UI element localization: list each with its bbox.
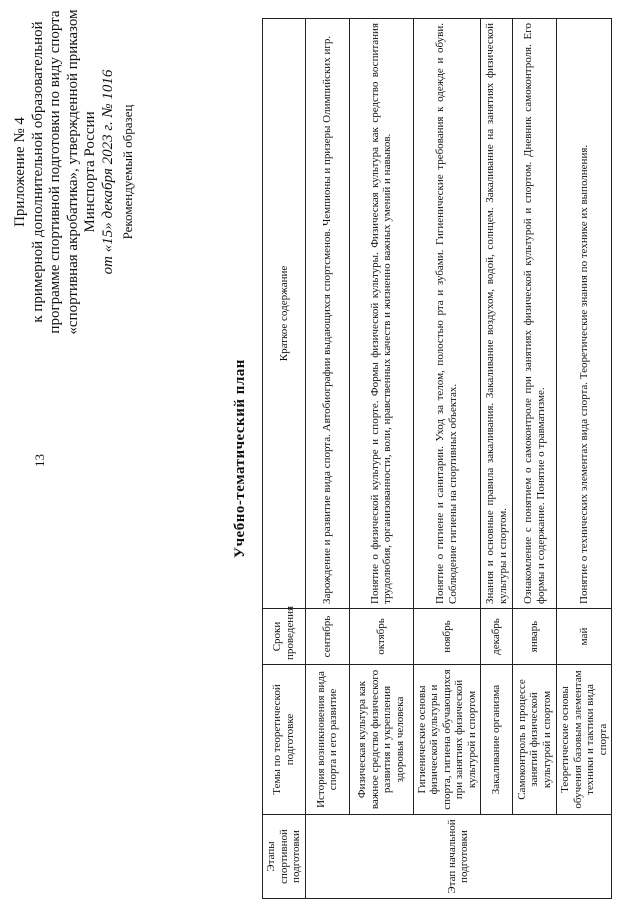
table-row — [349, 19, 413, 899]
appendix-header — [12, 7, 137, 337]
page-number: 13 — [32, 454, 47, 467]
topic-cell: История возникновения вида спорта и его развитие — [305, 665, 349, 815]
header-topic: Темы по теоретической подготовке — [263, 665, 306, 815]
plan-title: Учебно-тематический план — [232, 359, 248, 558]
stage-cell: Этап начальной подготовки — [305, 815, 612, 899]
topic-cell: Теоретические основы обучения базовым элементам техники и тактики вида спорта — [557, 665, 612, 815]
content-cell: Понятие о физической культуре и спорте. Формы физической культуры. Физическая культура как средство воспитания трудолюбия, организованности, воли, нравственных качеств и жизненно важных умений и навыков. — [349, 19, 413, 609]
term-cell: октябрь — [349, 609, 413, 665]
content-cell: Зарождение и развитие вида спорта. Автобиографии выдающихся спортсменов. Чемпионы и призеры Олимпийских игр. — [305, 19, 349, 609]
plan-table — [262, 18, 612, 899]
table-header-row — [263, 19, 306, 899]
term-cell: май — [557, 609, 612, 665]
header-stage: Этапы спортивной подготовки — [263, 815, 306, 899]
header-line-3: «спортивная акробатика», утвержденной приказом — [64, 9, 81, 335]
term-cell: январь — [513, 609, 557, 665]
table-row — [481, 19, 513, 899]
content-cell: Знания и основные правила закаливания. Закаливание воздухом, водой, солнцем. Закаливание на занятиях физической культуры и спортом. — [481, 19, 513, 609]
content-cell: Ознакомление с понятием о самоконтроле при занятиях физической культурой и спортом. Дневник самоконтроля. Его формы и содержание. Понятие о травматизме. — [513, 19, 557, 609]
content-cell: Понятие о технических элементах вида спорта. Теоретические знания по технике их выполнения. — [557, 19, 612, 609]
header-line-2: программе спортивной подготовки по виду спорта — [47, 10, 63, 334]
header-line-1: к примерной дополнительной образовательной — [29, 21, 46, 323]
appendix-number: Приложение № 4 — [12, 117, 28, 227]
table-row — [413, 19, 481, 899]
header-term: Сроки проведения — [263, 609, 306, 665]
topic-cell: Закаливание организма — [481, 665, 513, 815]
term-cell: сентябрь — [305, 609, 349, 665]
topic-cell: Физическая культура как важное средство физического развития и укрепления здоровья человека — [349, 665, 413, 815]
table-row — [557, 19, 612, 899]
term-cell: ноябрь — [413, 609, 481, 665]
order-date-line: от «15» декабря 2023 г. № 1016 — [99, 69, 116, 275]
topic-cell: Гигиенические основы физической культуры и спорта, гигиена обучающихся при занятиях физической культурой и спортом — [413, 665, 481, 815]
header-content: Краткое содержание — [263, 19, 306, 609]
table-row — [305, 19, 349, 899]
term-cell: декабрь — [481, 609, 513, 665]
table-row — [513, 19, 557, 899]
content-cell: Понятие о гигиене и санитарии. Уход за телом, полостью рта и зубами. Гигиенические требования к одежде и обуви. Соблюдение гигиены на спортивных объектах. — [413, 19, 481, 609]
header-line-4: Минспорта России — [82, 111, 98, 233]
sample-note: Рекомендуемый образец — [120, 104, 135, 240]
topic-cell: Самоконтроль в процессе занятий физической культурой и спортом — [513, 665, 557, 815]
